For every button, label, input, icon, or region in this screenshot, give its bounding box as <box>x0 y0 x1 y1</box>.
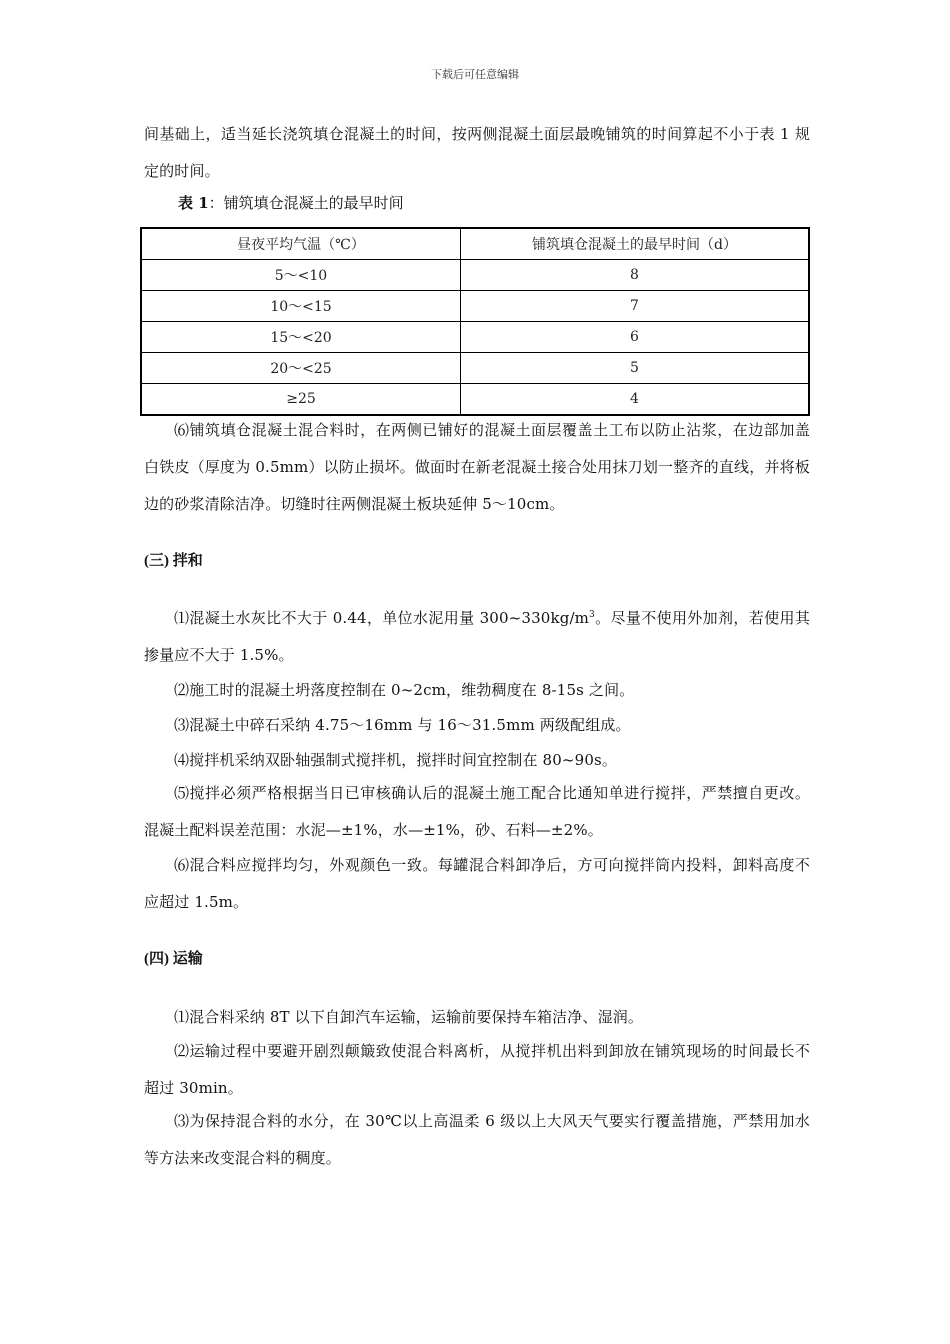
table-cell-days: 6 <box>461 322 810 353</box>
table-header-row <box>141 228 809 260</box>
mix-item-5: ⑸搅拌必须严格根据当日已审核确认后的混凝土施工配合比通知单进行搅拌，严禁擅自更改。混凝土配料误差范围：水泥—±1%，水—±1%，砂、石料—±2%。 <box>144 784 810 839</box>
table-cell-temperature: 20～<25 <box>141 353 461 384</box>
intro-paragraph: 间基础上，适当延长浇筑填仓混凝土的时间，按两侧混凝土面层最晚铺筑的时间算起不小于表 1 规定的时间。 <box>144 125 810 180</box>
table-header-cell: 铺筑填仓混凝土的最早时间（d） <box>461 228 810 260</box>
mix-item-6: ⑹混合料应搅拌均匀，外观颜色一致。每罐混合料卸净后，方可向搅拌筒内投料，卸料高度不应超过 1.5m。 <box>144 856 810 911</box>
transport-item-1: ⑴混合料采纳 8T 以下自卸汽车运输，运输前要保持车箱洁净、湿润。 <box>174 1008 644 1026</box>
table-row <box>141 322 809 353</box>
mix-item-4: ⑷搅拌机采纳双卧轴强制式搅拌机，搅拌时间宜控制在 80~90s。 <box>174 751 618 769</box>
page-header: 下载后可任意编辑 <box>431 68 519 81</box>
table-caption-label: 表 1 <box>178 194 209 212</box>
transport-item-3: ⑶为保持混合料的水分，在 30℃以上高温柔 6 级以上大风天气要实行覆盖措施，严禁用加水等方法来改变混合料的稠度。 <box>144 1112 810 1167</box>
transport-item-2: ⑵运输过程中要避开剧烈颠簸致使混合料离析，从搅拌机出料到卸放在铺筑现场的时间最长不超过 30min。 <box>144 1042 810 1097</box>
table-row <box>141 260 809 291</box>
table-cell-days: 8 <box>461 260 810 291</box>
earliest-time-table <box>140 227 810 416</box>
table-caption-text: ：铺筑填仓混凝土的最早时间 <box>208 194 404 212</box>
table-cell-days: 7 <box>461 291 810 322</box>
table-row <box>141 384 809 416</box>
table-cell-temperature: 15～<20 <box>141 322 461 353</box>
table-cell-days: 5 <box>461 353 810 384</box>
table-header-cell: 昼夜平均气温（℃） <box>141 228 461 260</box>
mix-item-1-superscript: 3 <box>589 610 595 620</box>
mix-item-1-text-b: 。尽量不使用外加剂，若使用其掺量应不大于 1.5%。 <box>144 609 810 664</box>
mix-item-2: ⑵施工时的混凝土坍落度控制在 0~2cm，维勃稠度在 8-15s 之间。 <box>174 681 635 699</box>
mix-item-3: ⑶混凝土中碎石采纳 4.75～16mm 与 16～31.5mm 两级配组成。 <box>174 716 631 734</box>
table-caption <box>178 193 404 213</box>
mix-item-1 <box>144 600 810 674</box>
table-cell-days: 4 <box>461 384 810 416</box>
table-row <box>141 353 809 384</box>
paragraph-6: ⑹铺筑填仓混凝土混合料时，在两侧已铺好的混凝土面层覆盖土工布以防止沾浆，在边部加盖白铁皮（厚度为 0.5mm）以防止损坏。做面时在新老混凝土接合处用抹刀划一整齐的直线，并将板边的砂浆清除洁净。切缝时往两侧混凝土板块延伸 5～10cm。 <box>144 421 810 513</box>
section-heading-mixing: (三) 拌和 <box>144 553 203 569</box>
section-heading-transport: (四) 运输 <box>144 951 203 967</box>
table-cell-temperature: 10～<15 <box>141 291 461 322</box>
table-cell-temperature: ≥25 <box>141 384 461 416</box>
table-row <box>141 291 809 322</box>
table-cell-temperature: 5～<10 <box>141 260 461 291</box>
mix-item-1-text-a: ⑴混凝土水灰比不大于 0.44，单位水泥用量 300~330kg/m <box>174 609 590 627</box>
